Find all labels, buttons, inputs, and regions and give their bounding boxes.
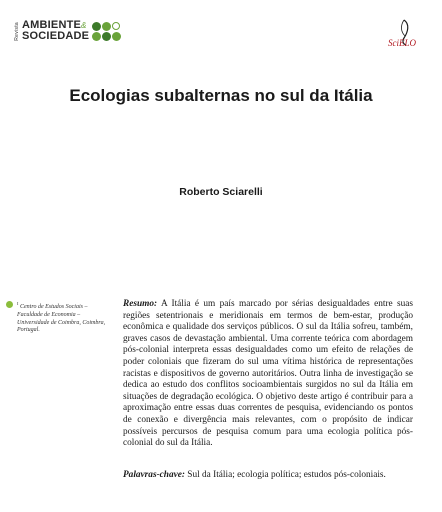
abstract (123, 299, 413, 450)
affiliation-marker: I (17, 301, 19, 306)
orcid-icon[interactable] (6, 301, 13, 308)
affiliation-body: Centro de Estudos Sociais – Faculdade de Economia – Universidade de Coimbra, Coimbra, Portugal. (17, 304, 106, 334)
article-author: Roberto Sciarelli (179, 186, 263, 198)
journal-emblem-icon (92, 22, 121, 41)
abstract-label: Resumo: (123, 299, 158, 309)
journal-name-line2: SOCIEDADE (22, 30, 90, 42)
keywords (123, 470, 413, 482)
keywords-text: Sul da Itália; ecologia política; estudos pós-coloniais. (187, 470, 386, 480)
journal-name-line1: AMBIENTE (22, 19, 82, 31)
article-title: Ecologias subalternas no sul da Itália (69, 86, 373, 105)
scielo-logo[interactable] (388, 18, 422, 48)
journal-prefix: Revista (14, 21, 20, 41)
journal-name-ampersand: & (81, 21, 87, 30)
keywords-label: Palavras-chave: (123, 470, 185, 480)
affiliation-text (17, 300, 110, 335)
scielo-wordmark: SciELO (388, 38, 416, 48)
journal-name (22, 20, 89, 42)
affiliation (6, 300, 110, 335)
journal-logo[interactable] (14, 20, 121, 42)
abstract-text: A Itália é um país marcado por sérias desigualdades entre suas regiões setentrionais e meridionais em termos de bem-estar, produção econômica e qualidade dos serviços públicos. O sul da Itália sofreu, também, graves casos de devastação ambiental. Uma corrente teórica com abordagem pós-colonial interpreta essas desigualdades como um efeito de relações de poder coloniais que fizeram do sul uma vítima histórica de representações racistas e dispositivos de governo autoritários. Outra linha de investigação se dedica ao estudo dos conflitos socioambientais surgidos no sul da Itália em situações de degradação ecológica. O objetivo deste artigo é contribuir para a aproximação entre essas duas correntes de pesquisa, evidenciando os pontos de conexão e divergência mais relevantes, com o propósito de indicar possíveis percursos de pesquisa comum para uma ecologia política pós-colonial do sul da Itália. (123, 299, 414, 449)
